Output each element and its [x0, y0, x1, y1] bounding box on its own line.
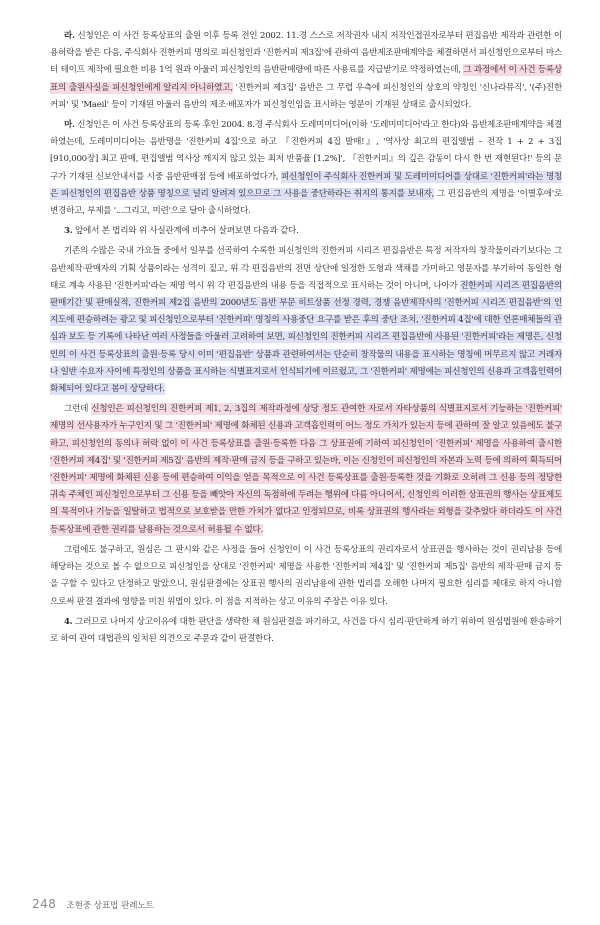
paragraph-analysis-3 — [50, 542, 562, 611]
paragraph-text: 그럼에도 불구하고, 원심은 그 판시와 같은 사정을 들어 신청인이 이 사건 등록상표의 권리자로서 상표권을 행사하는 것이 권리남용 등에 해당하는 것으로 볼 수 없으므로 피신청인을 상대로 '진한커피' 제명을 사용한 '진한커피 제4집' 및 '진한커피 제5집' 음반의 제작·판매 금지 등을 구할 수 있다고 단정하고 말았으니, 원심판결에는 상표권 행사의 권리남용에 관한 법리를 오해한 나머지 필요한 심리를 제대로 하지 아니함으로써 판결 결과에 영향을 미친 위법이 있다. 이 점을 지적하는 상고 이유의 주장은 이유 있다. — [50, 544, 562, 607]
paragraph-text: 기존의 수많은 국내 가요들 중에서 일부를 선곡하여 수록한 피신청인의 진한커피 시리즈 편집음반은 특정 저작자의 창작물이라기보다는 그 음반제작·판매자의 기획 상품이라는 성격이 짙고, 위 각 편집음반의 전면 상단에 일정한 도형과 색채를 가미하고 영문자를 부기하여 동일한 형태로 계속 사용된 '진한커피'라는 제명 역시 위 각 편집음반의 내용 등을 직접적으로 표시하는 것이 아니며, 나아가 — [50, 246, 562, 291]
highlight-pink: 신청인은 피신청인의 진한커피 제1, 2, 3집의 제작과정에 상당 정도 관여한 자로서 자타상품의 식별표지로서 기능하는 '진한커피' 제명의 선사용자가 누구인지 및 그 '진한커피' 제명에 화체된 신용과 고객흡인력이 어느 정도 가치가 있는지 등에 관하여 잘 알고 있음에도 불구하고, 피신청인의 동의나 허락 없이 이 사건 등록상표를 출원·등록한 다음 그 상표권에 기하여 피신청인이 '진한커피' 제명을 사용하여 출시한 '진한커피 제4집' 및 '진한커피 제5집' 음반의 제작·판매 금지 등을 구하고 있는바, 이는 신청인이 피신청인의 자본과 노력 등에 의하여 획득되어 '진한커피' 제명에 화체된 신용 등에 편승하여 이익을 얻을 목적으로 이 사건 등록상표를 출원·등록한 것을 기화로 오히려 그 신용 등의 정당한 귀속 주체인 피신청인으로부터 그 신용 등을 빼앗아 자신의 독점하에 두려는 행위에 다름 아니어서, 신청인의 이러한 상표권의 행사는 상표제도의 목적이나 기능을 일탈하고 법적으로 보호받을 만한 가치가 없다고 인정되므로, 비록 상표권의 행사라는 외형을 갖추었다 하더라도 이 사건 등록상표에 관한 권리를 남용하는 것으로서 허용될 수 없다. — [50, 404, 562, 535]
book-title: 조현중 상표법 판례노트 — [66, 901, 154, 911]
paragraph-text: 그 편집음반의 제명을 '이별후애'로 변경하고, 부제를 '...그리고, 미련'으로 달아 출시하였다. — [50, 188, 563, 217]
paragraph-ra — [50, 28, 562, 114]
section-label: 3. — [64, 226, 73, 237]
highlight-blue: 진한커피 시리즈 편집음반의 판매기간 및 판매실적, 진한커피 제2집 음반의 2000년도 음반 부문 히트상품 선정 경력, 경쟁 음반제작사의 '진한커피 시리즈 편집음반'의 인지도에 편승하려는 광고 및 피신청인으로부터 '진한커피' 명칭의 사용중단 요구를 받은 후의 중단 조치, '진한커피 4집'에 대한 언론매체들의 관심과 보도 등 기록에 나타난 여러 사정들을 아울러 고려하여 보면, 피신청인의 진한커피 시리즈 편집음반에 사용된 '진한커피'라는 제명은, 신청인의 이 사건 등록상표의 출원·등록 당시 이미 '편집음반' 상품과 관련하여서는 단순히 창작물의 내용을 표시하는 명칭에 머무르지 않고 거래자나 일반 수요자 사이에 특정인의 상품을 표시하는 식별표지로서 인식되기에 이르렀고, 그 '진한커피' 제명에는 피신청인의 신용과 고객흡인력이 화체되어 있다고 봄이 상당하다. — [50, 280, 562, 395]
section-label: 라. — [64, 31, 75, 41]
paragraph-analysis-1 — [50, 243, 562, 398]
paragraph-text: '진한커피 제3집' 음반은 그 무렵 우측에 피신청인의 상호의 약칭인 '신나라뮤직', '(주)진한커피' 및 'Maeil' 등이 기재된 아울러 음반의 제조·배포자가 피신청인임을 표시하는 영문이 기재된 상태로 출시되었다. — [50, 82, 562, 110]
paragraph-text: 신청인은 이 사건 등록상표의 출원 이후 등록 전인 2002. 11.경 스스로 저작권자 내지 저작인접권자로부터 편집음반 제작과 관련한 이용허락을 받은 다음, 주식회사 진한커피 명의로 피신청인과 '진한커피 제3집'에 관하여 음반제조판매계약을 체결하면서 피신청인으로부터 마스터 테이프 제작에 필요한 비용 1억 원과 아울러 피신청인의 음반판매량에 따른 사용료를 지급받기로 약정하였는데, — [50, 31, 562, 76]
paragraph-text: 그런데 — [64, 404, 92, 415]
paragraph-text: 앞에서 본 법리와 위 사실관계에 비추어 살펴보면 다음과 같다. — [72, 226, 299, 237]
paragraph-3 — [50, 223, 562, 240]
section-label: 4. — [64, 616, 73, 627]
page-number: 248 — [32, 897, 57, 911]
highlight-pink: 그 과정에서 이 사건 등록상표의 출원사실을 피신청인에게 알리지 아니하였고, — [50, 65, 562, 93]
document-body — [50, 28, 562, 651]
highlight-blue: 피신청인이 주식회사 진한커피 및 도레미미디어를 상대로 '진한커피'라는 명칭은 피신청인의 편집음반 상품 명칭으로 널리 알려져 있으므로 그 사용을 중단하라는 취지의 통지를 보내자, — [50, 171, 563, 199]
paragraph-4 — [50, 614, 562, 648]
paragraph-analysis-2 — [50, 401, 562, 539]
page-footer — [32, 897, 154, 911]
paragraph-text: 신청인은 이 사건 등록상표의 등록 후인 2004. 8.경 주식회사 도레미미디어(이하 '도레미미디어'라고 한다)와 음반제조판매계약을 체결하였는데, 도레미미디어는 음반명을 '진한커피 4집'으로 하고 『진한커피 4집 발매!』, '역사상 최고의 편집앨범 – 전작 1 + 2 + 3집 [910,000장] 최고 판매, 편집앨범 역사상 깨지지 않고 있는 최저 반품율 [1.2%]', 『진한커피』의 깊은 감동이 다시 한 번 재현된다!' 등의 문구가 기재된 신보안내서를 시중 음반판매점 등에 배포하였다가, — [50, 120, 562, 182]
paragraph-ma — [50, 117, 562, 220]
section-label: 마. — [64, 120, 75, 131]
paragraph-text: 그러므로 나머지 상고이유에 대한 판단을 생략한 채 원심판결을 파기하고, 사건을 다시 심리·판단하게 하기 위하여 원심법원에 환송하기로 하여 관여 대법관의 일치된 의견으로 주문과 같이 판결한다. — [50, 616, 562, 644]
